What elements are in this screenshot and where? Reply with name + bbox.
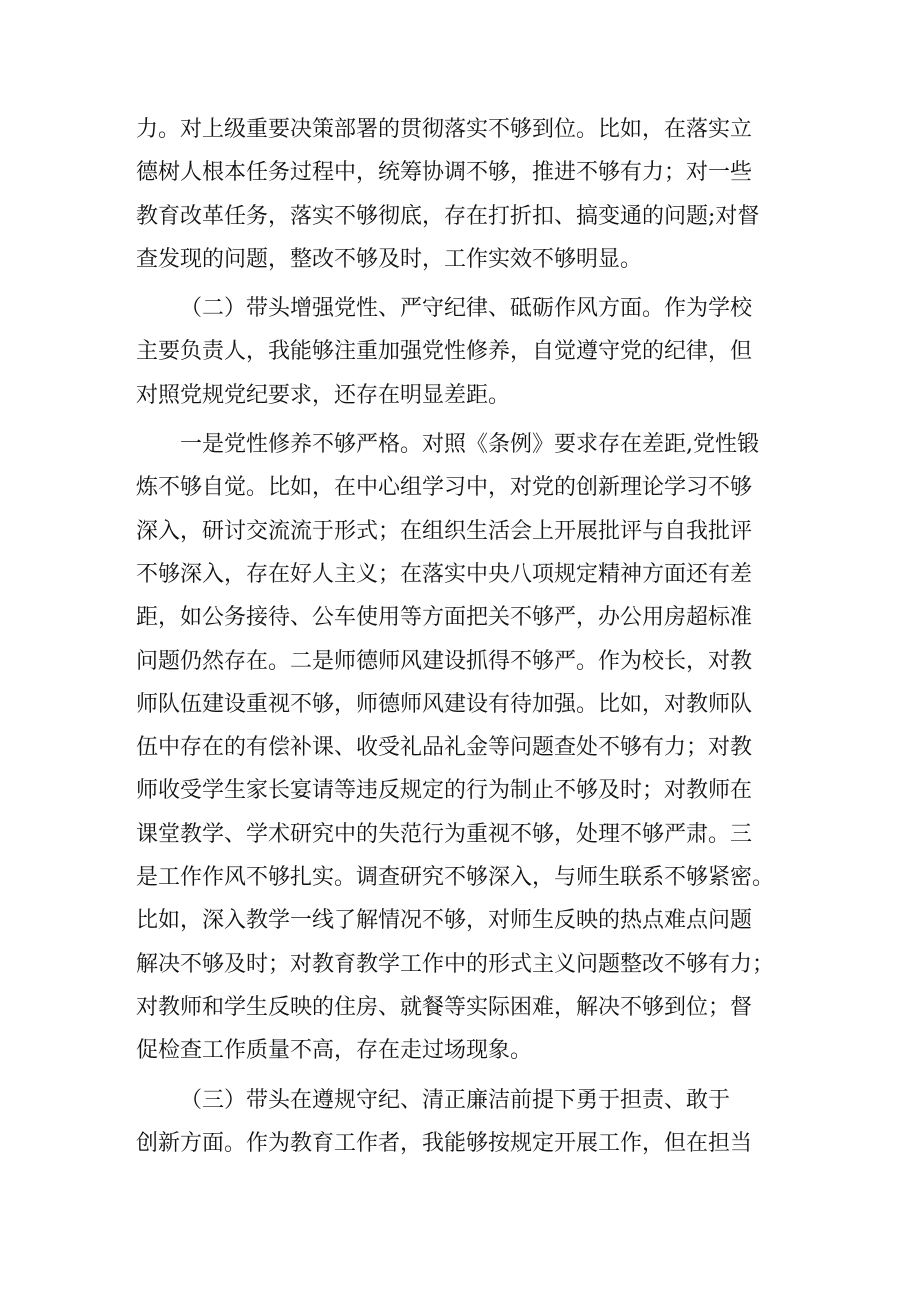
paragraph-3-line-14: 对教师和学生反映的住房、就餐等实际困难，解决不够到位；督: [136, 994, 753, 1020]
document-body: [136, 108, 796, 1165]
paragraph-1-line-1: 力。对上级重要决策部署的贯彻落实不够到位。比如，在落实立: [136, 117, 753, 142]
paragraph-2-line-2: 主要负责人，我能够注重加强党性修养，自觉遵守党的纪律，但: [136, 339, 753, 365]
paragraph-4-line-1: （三）带头在遵规守纪、清正廉洁前提下勇于担责、敢于: [180, 1087, 731, 1113]
paragraph-3-line-10: 课堂教学、学术研究中的失范行为重视不够，处理不够严肃。三: [136, 821, 753, 847]
paragraph-3-line-2: 炼不够自觉。比如，在中心组学习中，对党的创新理论学习不够: [136, 475, 753, 501]
paragraph-3-line-9: 师收受学生家长宴请等违反规定的行为制止不够及时；对教师在: [136, 778, 753, 804]
paragraph-2-line-3: 对照党规党纪要求，还存在明显差距。: [136, 382, 511, 408]
paragraph-3-line-6: 问题仍然存在。二是师德师风建设抓得不够严。作为校长，对教: [136, 648, 753, 674]
paragraph-1-line-2: 德树人根本任务过程中，统筹协调不够，推进不够有力；对一些: [136, 160, 753, 186]
paragraph-3-line-12: 比如，深入教学一线了解情况不够，对师生反映的热点难点问题: [136, 908, 753, 934]
paragraph-4-line-2: 创新方面。作为教育工作者，我能够按规定开展工作，但在担当: [136, 1130, 753, 1156]
paragraph-2-line-1: （二）带头增强党性、严守纪律、砥砺作风方面。作为学校: [180, 296, 753, 322]
paragraph-3-line-1: 一是党性修养不够严格。对照《条例》要求存在差距,党性锻: [180, 432, 759, 458]
paragraph-3-line-7: 师队伍建设重视不够，师德师风建设有待加强。比如，对教师队: [136, 691, 753, 717]
paragraph-3-line-13: 解决不够及时；对教育教学工作中的形式主义问题整改不够有力；: [136, 951, 775, 977]
paragraph-3-line-15: 促检查工作质量不高，存在走过场现象。: [136, 1038, 533, 1064]
paragraph-3-line-4: 不够深入，存在好人主义；在落实中央八项规定精神方面还有差: [136, 561, 753, 587]
paragraph-3-line-3: 深入，研讨交流流于形式；在组织生活会上开展批评与自我批评: [136, 518, 753, 544]
paragraph-3-line-8: 伍中存在的有偿补课、收受礼品礼金等问题查处不够有力；对教: [136, 735, 753, 761]
paragraph-1-line-3: 教育改革任务，落实不够彻底，存在打折扣、搞变通的问题;对督: [136, 203, 760, 229]
paragraph-1-line-4: 查发现的问题，整改不够及时，工作实效不够明显。: [136, 246, 643, 272]
paragraph-3-line-11: 是工作作风不够扎实。调查研究不够深入，与师生联系不够紧密。: [136, 865, 775, 891]
paragraph-3-line-5: 距，如公务接待、公车使用等方面把关不够严，办公用房超标准: [136, 605, 753, 631]
